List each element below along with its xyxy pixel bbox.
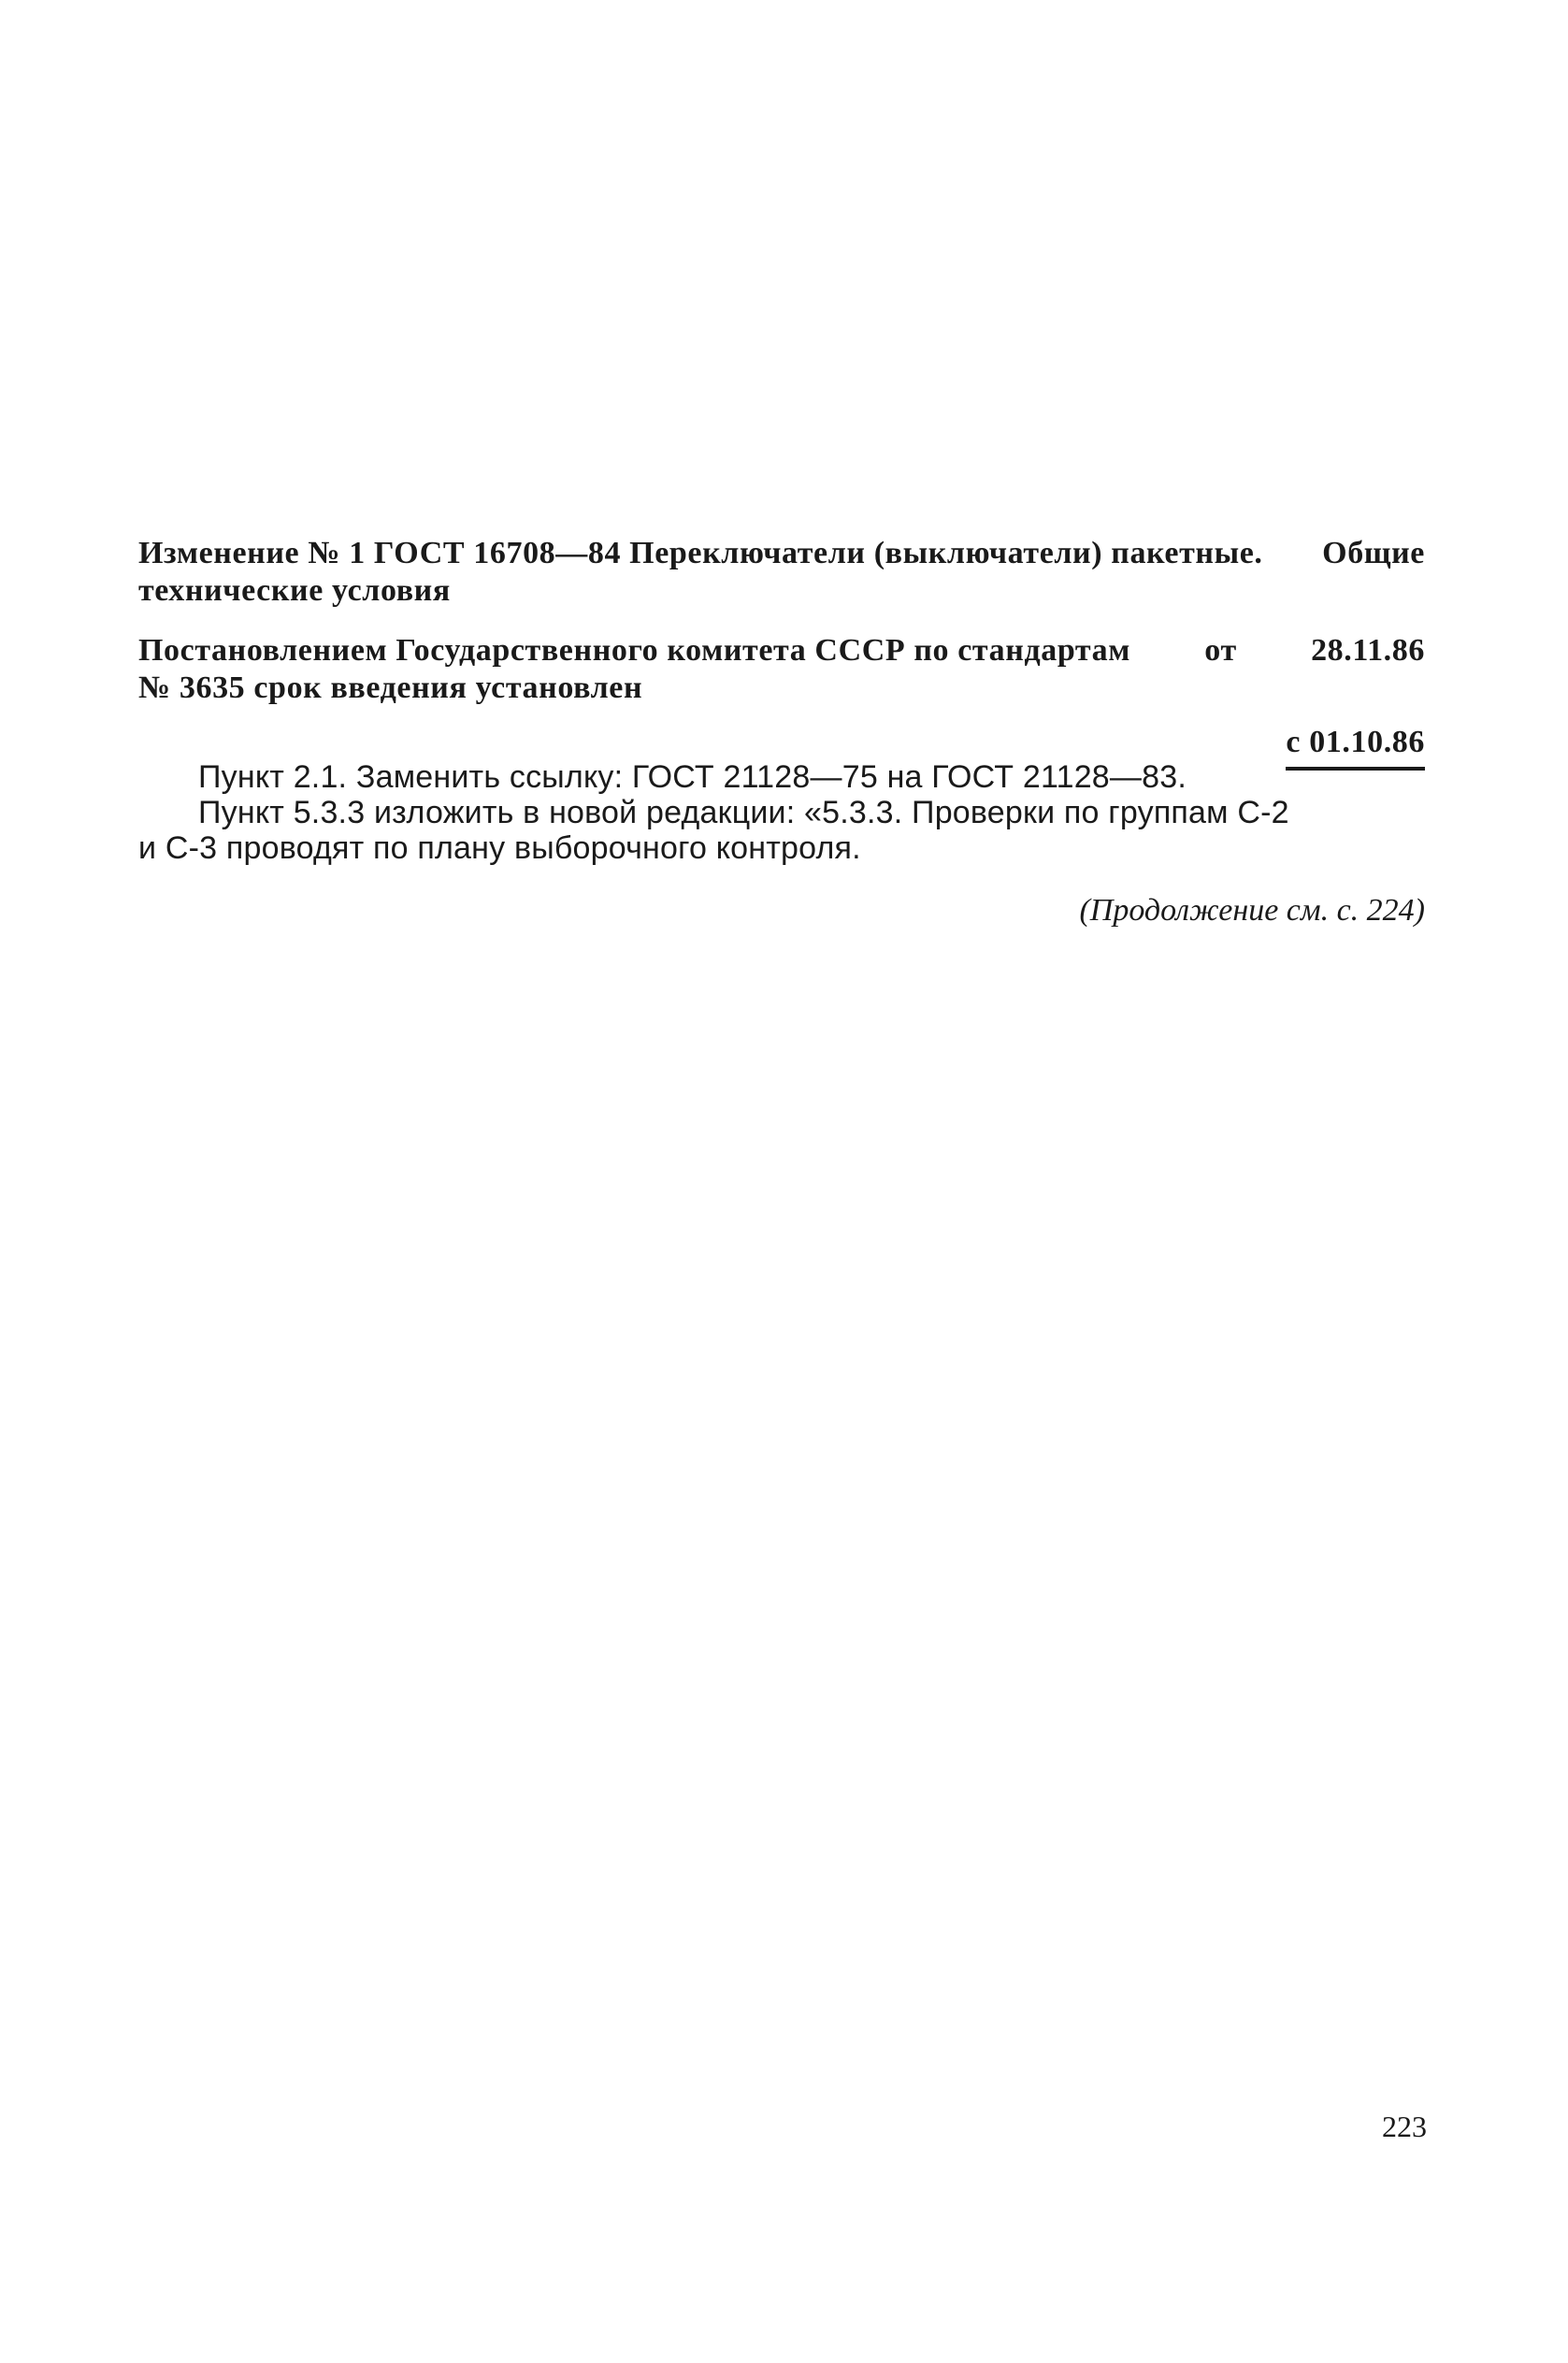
amendment-title-text: Изменение № 1 ГОСТ 16708—84 Переключатели (выключатели) пакетные. [138,536,1263,570]
decree-block [138,632,1425,707]
decree-line-1 [138,632,1425,670]
amendment-title-line-1 [138,535,1425,572]
paragraph-item-2-1: Пункт 2.1. Заменить ссылку: ГОСТ 21128—75 на ГОСТ 21128—83. [198,759,1187,795]
page-number: 223 [1382,2110,1427,2143]
amendment-header [138,535,1425,771]
decree-authority: Постановлением Государственного комитета СССР по стандартам [138,633,1130,668]
amendment-title-end: Общие [1322,536,1425,570]
decree-from-word: от [1204,633,1237,668]
decree-date: 28.11.86 [1311,633,1425,668]
decree-line-2: № 3635 срок введения установлен [138,670,643,705]
continuation-text: (Продолжение см. с. 224) [1079,893,1425,928]
effective-date: с 01.10.86 [1286,724,1425,771]
paragraph-item-5-3-3-line-1: Пункт 5.3.3 изложить в новой редакции: «5.3.3. Проверки по группам С-2 [198,795,1289,830]
amendment-title-line-2: технические условия [138,573,451,608]
continuation-note [138,892,1425,929]
paragraph-item-5-3-3-line-2: и С-3 проводят по плану выборочного контроля. [138,830,861,866]
amendment-body [138,759,1425,929]
